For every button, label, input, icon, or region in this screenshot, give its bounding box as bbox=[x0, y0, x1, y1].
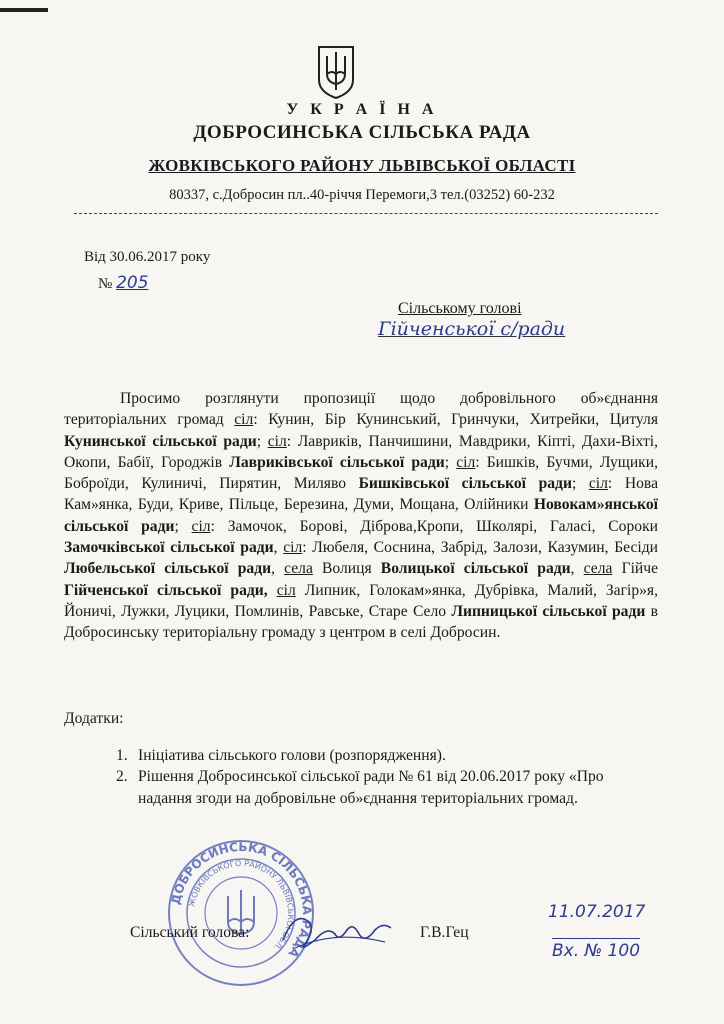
letter-number-handwritten: 205 bbox=[116, 273, 149, 293]
annex-item: 2. Рішення Добросинської сільської ради № 61 від 20.06.2017 року «Про надання згоди на добровільне об»єднання територіальних громад. bbox=[116, 768, 604, 807]
scan-mark bbox=[0, 8, 48, 12]
header-country: У К Р А Ї Н А bbox=[286, 101, 438, 118]
letter-body: Просимо розглянути пропозиції щодо добровільного об»єднання територіальних громад сіл: Кунин, Бір Кунинський, Гринчуки, Хитрейки, Цитуля Кунинської сільської ради; сіл: Лавриків, Панчишини, Мавдрики, Кіпті, Дахи-Віхті, Окопи, Бабії, Городжів Лавриківської сільської ради; сіл: Бишків, Бучми, Лущики, Боброїди, Кулиничі, Пирятин, Миляво Бишківської сільської ради; сіл: Нова Кам»янка, Буди, Криве, Пільце, Березина, Думи, Мощана, Олійники Новокам»янської сільської ради; сіл: Замочок, Борові, Діброва,Кропи, Школярі, Галасі, Сороки Замочківської сільської ради, сіл: Любеля, Соснина, Забрід, Залози, Казумин, Бесіди Любельської сільської ради, села Волиця Волицької сільської ради, села Гійче Гійченської сільської ради, сіл Липник, Голокам»янка, Дубрівка, Малий, Загір»я, Йоничі, Лужки, Луцики, Помлинів, Равське, Старе Село Липницької сільської ради в Добросинську територіальну громаду з центром в селі Добросин. bbox=[64, 390, 659, 642]
signature-title: Сільський голова: bbox=[130, 924, 250, 941]
letter-number bbox=[98, 273, 149, 293]
trident-coat-of-arms-icon bbox=[316, 44, 356, 100]
annex-title: Додатки: bbox=[64, 710, 124, 727]
svg-text:ЖОВКІВСЬКОГО РАЙОНУ ЛЬВІВСЬКОЇ: ЖОВКІВСЬКОГО РАЙОНУ ЛЬВІВСЬКОЇ ОБЛ. bbox=[187, 858, 296, 953]
header-council: ДОБРОСИНСЬКА СІЛЬСЬКА РАДА bbox=[193, 122, 531, 143]
annex-item: 1. Ініціатива сільського голови (розпорядження). bbox=[116, 747, 446, 764]
svg-text:ДОБРОСИНСЬКА СІЛЬСЬКА РАДА: ДОБРОСИНСЬКА СІЛЬСЬКА РАДА bbox=[168, 839, 315, 961]
addressee-label: Сільському голові bbox=[398, 300, 522, 317]
incoming-number-handwritten: Вх. № 100 bbox=[552, 938, 640, 961]
signature-name: Г.В.Гец bbox=[420, 924, 469, 941]
header-address: 80337, с.Добросин пл..40-річчя Перемоги,3 тел.(03252) 60-232 bbox=[169, 187, 555, 203]
letter-date: Від 30.06.2017 року bbox=[84, 249, 211, 265]
annex-list bbox=[116, 745, 636, 809]
letter-number-label: № bbox=[98, 276, 117, 292]
received-date-handwritten: 11.07.2017 bbox=[548, 902, 646, 922]
handwritten-signature-icon bbox=[275, 900, 395, 960]
header-divider bbox=[74, 213, 658, 214]
addressee-handwritten: Гійченської с/ради bbox=[378, 318, 566, 340]
header-district: ЖОВКІВСЬКОГО РАЙОНУ ЛЬВІВСЬКОЇ ОБЛАСТІ bbox=[148, 156, 576, 175]
